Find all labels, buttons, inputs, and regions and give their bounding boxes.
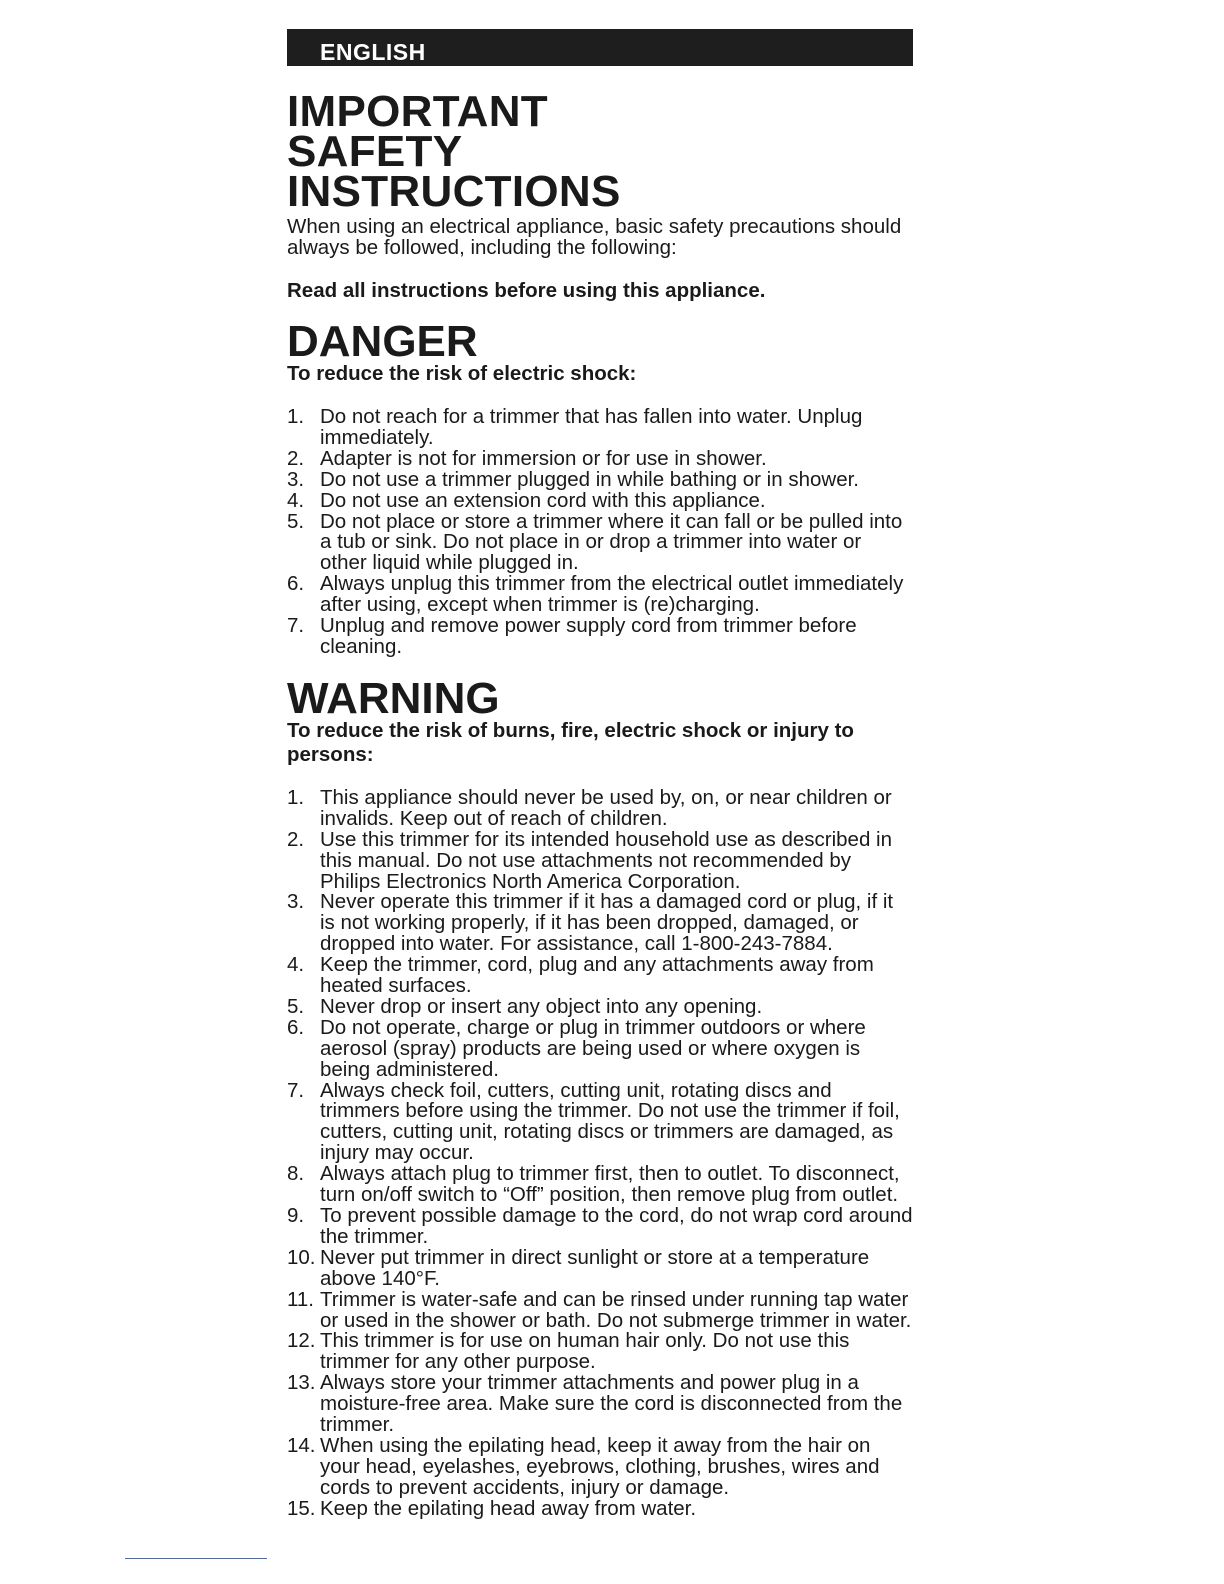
- list-item-number: 7.: [287, 614, 305, 638]
- title-line-3: INSTRUCTIONS: [287, 167, 621, 216]
- danger-subheading: To reduce the risk of electric shock:: [287, 362, 637, 385]
- danger-list-item: [287, 446, 913, 470]
- warning-list-item: [287, 1331, 913, 1373]
- warning-list-item: [287, 955, 913, 997]
- danger-list-item: [287, 407, 913, 449]
- danger-list-item: [287, 467, 913, 491]
- warning-list-item: [287, 1373, 913, 1436]
- warning-list-item: [287, 892, 913, 955]
- list-item-text: Unplug and remove power supply cord from trimmer before cleaning.: [320, 614, 857, 658]
- list-item-number: 6.: [287, 1015, 305, 1039]
- list-item-text: Do not reach for a trimmer that has fallen into water. Unplug immediately.: [320, 405, 863, 449]
- list-item-text: Always unplug this trimmer from the electrical outlet immediately after using, except when trimmer is (re)charging.: [320, 572, 904, 617]
- list-item-text: Trimmer is water-safe and can be rinsed under running tap water or used in the shower or bath. Do not submerge trimmer in water.: [320, 1287, 912, 1332]
- danger-list-item: [287, 616, 913, 658]
- warning-list-item: [287, 1206, 913, 1248]
- list-item-number: 6.: [287, 572, 305, 596]
- list-item-number: 12.: [287, 1329, 316, 1353]
- list-item-text: This trimmer is for use on human hair only. Do not use this trimmer for any other purpose.: [320, 1329, 850, 1374]
- warning-list-item: [287, 827, 913, 893]
- danger-heading: DANGER: [287, 317, 478, 366]
- list-item-number: 9.: [287, 1204, 305, 1227]
- list-item-text: Always attach plug to trimmer first, then to outlet. To disconnect, turn on/off switch to “Off” position, then remove plug from outlet.: [320, 1162, 900, 1207]
- warning-list-item: [287, 1496, 913, 1520]
- list-item-text: Always check foil, cutters, cutting unit, rotating discs and trimmers before using the trimmer. Do not use the trimmer if foil, cutters, cutting unit, rotating discs or trimmers are damaged, as injury may occur.: [320, 1078, 900, 1165]
- list-item-text: To prevent possible damage to the cord, do not wrap cord around the trimmer.: [320, 1204, 913, 1248]
- list-item-number: 11.: [287, 1287, 314, 1311]
- title-line-2: SAFETY: [287, 127, 463, 176]
- intro-paragraph: When using an electrical appliance, basic safety precautions should always be followed, including the following:: [287, 215, 902, 259]
- list-item-number: 15.: [287, 1496, 316, 1520]
- danger-list-item: [287, 488, 913, 512]
- list-item-text: Always store your trimmer attachments and power plug in a moisture-free area. Make sure the cord is disconnected from the trimmer.: [320, 1371, 903, 1437]
- list-item-number: 7.: [287, 1078, 305, 1102]
- warning-list: [287, 785, 913, 1520]
- danger-list-item: [287, 574, 913, 616]
- list-item-text: Do not place or store a trimmer where it can fall or be pulled into a tub or sink. Do not place in or drop a trimmer into water or other liquid while plugged in.: [320, 509, 903, 575]
- list-item-text: Never put trimmer in direct sunlight or store at a temperature above 140°F.: [320, 1245, 870, 1290]
- list-item-number: 2.: [287, 446, 305, 470]
- warning-list-item: [287, 1015, 913, 1081]
- list-item-text: Keep the epilating head away from water.: [320, 1496, 697, 1520]
- warning-list-item: [287, 785, 913, 830]
- list-item-number: 10.: [287, 1245, 316, 1269]
- warning-list-item: [287, 1078, 913, 1165]
- list-item-number: 5.: [287, 509, 305, 533]
- warning-list-item: [287, 994, 913, 1018]
- document-page: [287, 29, 913, 1520]
- list-item-number: 5.: [287, 994, 305, 1018]
- list-item-number: 13.: [287, 1371, 316, 1395]
- list-item-text: Do not use an extension cord with this appliance.: [320, 488, 766, 512]
- warning-subheading: To reduce the risk of burns, fire, electric shock or injury to persons:: [287, 718, 854, 766]
- language-label: ENGLISH: [320, 39, 426, 65]
- list-item-number: 14.: [287, 1433, 316, 1457]
- list-item-number: 1.: [287, 785, 305, 809]
- list-item-text: Keep the trimmer, cord, plug and any attachments away from heated surfaces.: [320, 953, 874, 998]
- list-item-text: Never operate this trimmer if it has a damaged cord or plug, if it is not working properly, if it has been dropped, damaged, or dropped into water. For assistance, call 1-800-243-7884.: [320, 890, 894, 956]
- list-item-number: 4.: [287, 488, 305, 512]
- danger-list-item: [287, 509, 913, 575]
- warning-list-item: [287, 1164, 913, 1206]
- read-all-notice: Read all instructions before using this appliance.: [287, 279, 766, 302]
- danger-list: [287, 407, 913, 658]
- list-item-text: Do not operate, charge or plug in trimmer outdoors or where aerosol (spray) products are being used or where oxygen is being administered.: [320, 1015, 866, 1081]
- list-item-number: 2.: [287, 827, 305, 851]
- list-item-number: 3.: [287, 467, 305, 491]
- page-title: [287, 87, 913, 216]
- list-item-number: 4.: [287, 953, 305, 977]
- list-item-text: Use this trimmer for its intended household use as described in this manual. Do not use attachments not recommended by Philips Electronics North America Corporation.: [320, 827, 893, 893]
- list-item-text: Never drop or insert any object into any opening.: [320, 994, 763, 1018]
- warning-heading: WARNING: [287, 673, 500, 723]
- warning-list-item: [287, 1287, 913, 1332]
- link-underline[interactable]: [125, 1558, 267, 1559]
- warning-list-item: [287, 1245, 913, 1290]
- list-item-number: 8.: [287, 1162, 305, 1186]
- list-item-number: 3.: [287, 890, 305, 914]
- list-item-text: This appliance should never be used by, on, or near children or invalids. Keep out of reach of children.: [320, 785, 892, 830]
- list-item-text: When using the epilating head, keep it away from the hair on your head, eyelashes, eyebrows, clothing, brushes, wires and cords to prevent accidents, injury or damage.: [320, 1433, 880, 1499]
- title-line-1: IMPORTANT: [287, 87, 548, 136]
- list-item-text: Adapter is not for immersion or for use in shower.: [320, 446, 767, 470]
- language-header-bar: [287, 29, 913, 66]
- list-item-number: 1.: [287, 405, 305, 428]
- list-item-text: Do not use a trimmer plugged in while bathing or in shower.: [320, 467, 859, 491]
- warning-list-item: [287, 1433, 913, 1499]
